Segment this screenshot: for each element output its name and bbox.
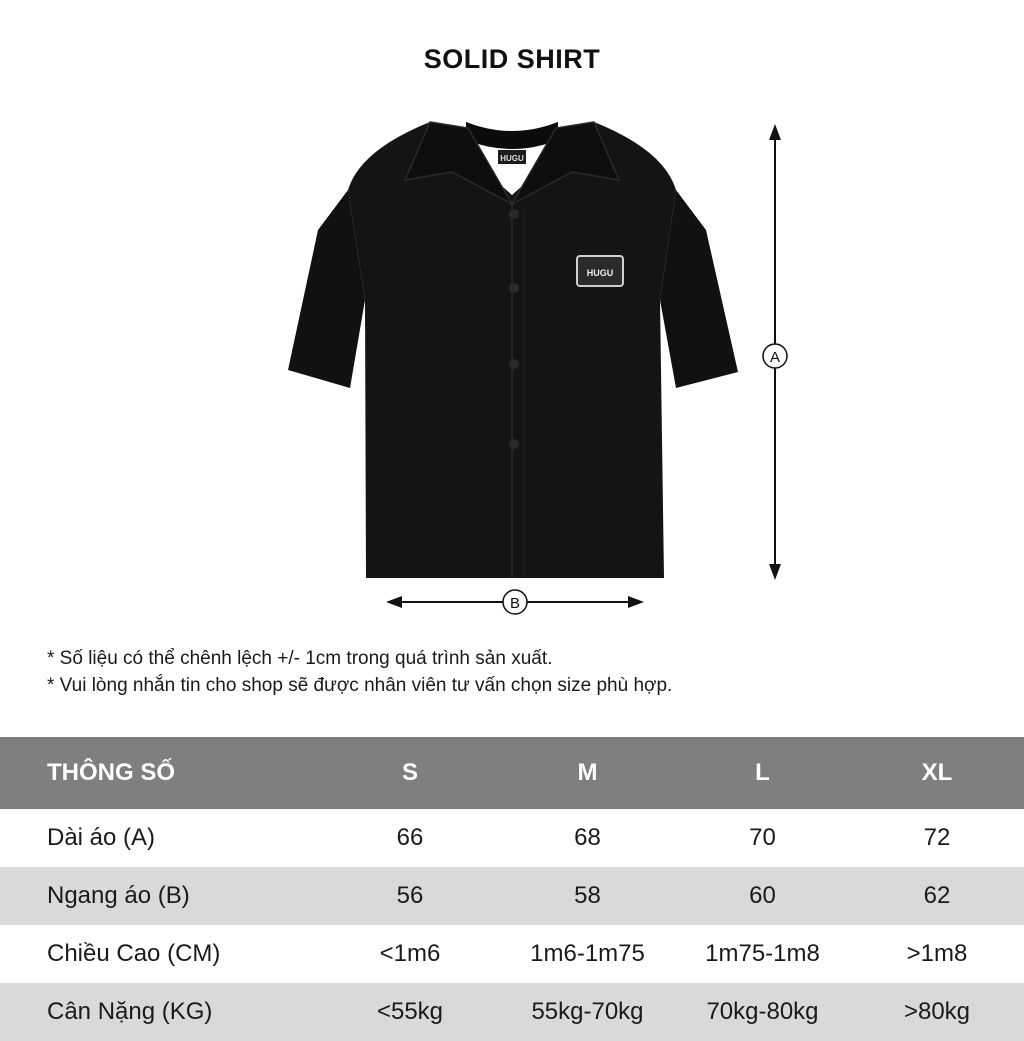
button (509, 209, 519, 219)
header-cell: S (320, 737, 500, 809)
table-row (0, 925, 1024, 983)
svg-text:B: B (509, 595, 521, 612)
table-row (0, 809, 1024, 867)
button (509, 439, 519, 449)
right-sleeve (660, 190, 738, 388)
neck-label: HUGU (500, 154, 524, 163)
row-label: Dài áo (A) (47, 824, 156, 851)
header-cell: L (675, 737, 850, 809)
button (509, 359, 519, 369)
table-cell: 1m75-1m8 (705, 940, 820, 967)
svg-text:HUGU: HUGU (586, 268, 614, 278)
back-collar (466, 122, 558, 149)
header-cell: XL (850, 737, 1024, 809)
table-cell: 56 (320, 867, 500, 925)
table-cell: >1m8 (906, 940, 968, 967)
header-cell: M (500, 737, 675, 809)
table-cell: 70 (749, 824, 776, 851)
table-cell: 62 (850, 867, 1024, 925)
table-header-row (0, 737, 1024, 809)
row-label: Ngang áo (B) (0, 867, 320, 925)
note-line: * Vui lòng nhắn tin cho shop sẽ được nhân viên tư vấn chọn size phù hợp. (47, 675, 673, 696)
table-row (0, 867, 1024, 925)
notes (47, 645, 672, 699)
table-cell: 1m6-1m75 (530, 940, 645, 967)
table-cell: >80kg (850, 983, 1024, 1041)
table-cell: 72 (923, 824, 951, 851)
table-row (0, 983, 1024, 1041)
table-cell: <1m6 (379, 940, 441, 967)
header-cell: THÔNG SỐ (0, 737, 320, 809)
table-cell: 58 (500, 867, 675, 925)
button (509, 283, 519, 293)
table-cell: <55kg (320, 983, 500, 1041)
table-cell: 66 (396, 824, 424, 851)
page-title: SOLID SHIRT (423, 44, 601, 74)
size-table (0, 737, 1024, 1041)
row-label: Cân Nặng (KG) (0, 983, 320, 1041)
svg-text:A: A (769, 349, 781, 366)
note-line: * Số liệu có thể chênh lệch +/- 1cm trong quá trình sản xuất. (47, 648, 553, 669)
table-cell: 70kg-80kg (675, 983, 850, 1041)
table-cell: 55kg-70kg (500, 983, 675, 1041)
row-label: Chiều Cao (CM) (47, 940, 221, 967)
table-cell: 60 (675, 867, 850, 925)
table-cell: 68 (574, 824, 601, 851)
